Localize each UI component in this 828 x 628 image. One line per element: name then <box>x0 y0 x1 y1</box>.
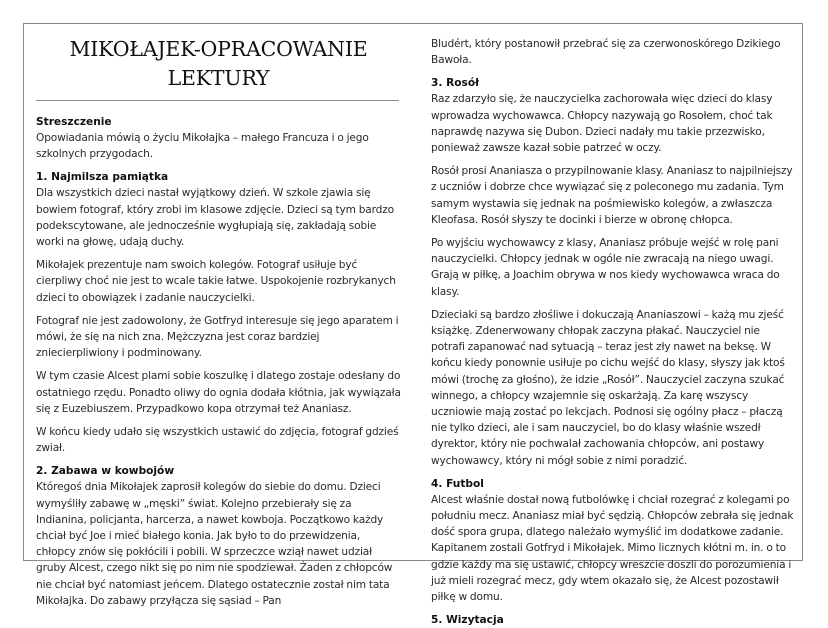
section-2 <box>36 463 401 609</box>
paragraph: W tym czasie Alcest plami sobie koszulkę i dlatego zostaje odesłany do ostatniego rzędu. Ponadto oliwy do ognia dodała kłótnia, jak wywiązała się z Euzebiuszem. Przypadkowo kopa otrzymał też Ananiasz. <box>36 370 401 415</box>
section-heading: 4. Futbol <box>431 477 484 490</box>
paragraph: Opowiadania mówią o życiu Mikołajka – małego Francuza i o jego szkolnych przygodach. <box>36 132 369 161</box>
document-page <box>23 23 803 627</box>
left-column <box>36 24 401 616</box>
paragraph: Raz zdarzyło się, że nauczycielka zachorowała więc dzieci do klasy wprowadza wychowawca. Chłopcy nazywają go Rosołem, choć tak naprawdę nazywa się Dubon. Dzieci nadały mu takie przezwisko, ponieważ zawsze kazał sobie patrzeć w oczy. <box>431 93 773 155</box>
paragraph: Dla wszystkich dzieci nastał wyjątkowy dzień. W szkole zjawia się bowiem fotograf, który zrobi im klasowe zdjęcie. Dzieci są tym bardzo podekscytowane, ale jednocześnie wygłupiają się, zakładają sobie worki na głowę, udają duchy. <box>36 187 394 249</box>
paragraph: Mikołajek prezentuje nam swoich kolegów. Fotograf usiłuje być cierpliwy choć nie jest to wcale takie łatwe. Uspokojenie rozbrykanych dzieci to obowiązek i zadanie nauczycielki. <box>36 259 396 304</box>
paragraph: Alcest właśnie dostał nową futbolówkę i chciał rozegrać z kolegami po południu mecz. Ananiasz miał być sędzią. Chłopców zebrała się jednak dość spora grupa, dlatego należało wymyślić im dodatkowe zadanie. Kapitanem zostali Gotfryd i Mikołajek. Mimo licznych kłótni m. in. o to gdzie każdy ma się ustawić, chłopcy wreszcie doszli do porozumienia i już mieli rozegrać mecz, gdy wtem okazało się, że Alcest pozostawił piłkę w domu. <box>431 493 794 604</box>
paragraph: Któregoś dnia Mikołajek zaprosił kolegów do siebie do domu. Dzieci wymyśliły zabawę w „męski” świat. Kolejno przebierały się za Indianina, policjanta, harcerza, a nawet kowboja. Początkowo każdy chciał być Joe i mieć białego konia. Jak było to do przewidzenia, chłopcy znów się pokłócili i pobili. W sprzeczce wziął nawet udział gruby Alcest, czego nikt się po nim nie spodziewał. Żaden z chłopców nie chciał być natomiast jeńcem. Dlatego ostatecznie został nim tata Mikołajka. Do zabawy przyłącza się sąsiad – Pan <box>36 481 393 607</box>
section-heading: 5. Wizytacja <box>431 614 504 627</box>
paragraph: Fotograf nie jest zadowolony, że Gotfryd interesuje się jego aparatem i mówi, że się na nich zna. Mężczyzna jest coraz bardziej zniecierpliwiony i podminowany. <box>36 314 399 360</box>
section-3 <box>431 75 796 468</box>
section-heading: 2. Zabawa w kowbojów <box>36 465 175 478</box>
section-heading: 1. Najmilsza pamiątka <box>36 171 169 184</box>
section-5 <box>431 612 796 628</box>
paragraph: Dzieciaki są bardzo złośliwe i dokuczają Ananiaszowi – każą mu zjeść książkę. Zdenerwowany chłopak zaczyna płakać. Nauczyciel nie potrafi zapanować nad sytuacją – teraz jest zły nawet na beksę. W końcu kiedy ponownie usiłuje po cichu wejść do klasy, słyszy jak ktoś mówi (trochę za głośno), że idzie „Rosół”. Nauczyciel zaczyna szukać winnego, a chłopcy wzajemnie się oskarżają. Za karę wszyscy uczniowie mają zostać po lekcjach. Podnosi się ogólny płacz – płaczą nie tylko dzieci, ale i sam nauczyciel, bo do klasy właśnie wszedł dyrektor, który nie pochwalał zachowania chłopców, ani postawy wychowawcy, który ni mógł sobie z nimi poradzić. <box>431 308 785 467</box>
section-1 <box>36 169 401 456</box>
document-title <box>36 35 401 93</box>
paragraph: Po wyjściu wychowawcy z klasy, Ananiasz próbuje wejść w rolę pani nauczycielki. Chłopcy jednak w ogóle nie zwracają na niego uwagi. Grają w piłkę, a Joachim obrywa w nos kiedy wychowawca wraca do klasy. <box>431 237 780 298</box>
section-summary <box>36 114 401 162</box>
title-line-1: MIKOŁAJEK-OPRACOWANIE <box>69 37 368 61</box>
title-line-2: LEKTURY <box>167 66 270 90</box>
paragraph: W końcu kiedy udało się wszystkich ustawić do zdjęcia, fotograf gdzieś zwiał. <box>36 426 399 455</box>
section-heading: 3. Rosół <box>431 77 480 90</box>
section-heading: Streszczenie <box>36 116 112 128</box>
title-divider <box>36 100 399 101</box>
paragraph: Bludért, który postanowił przebrać się za czerwonoskórego Dzikiego Bawoła. <box>431 38 781 67</box>
paragraph: Rosół prosi Ananiasza o przypilnowanie klasy. Ananiasz to najpilniejszy z uczniów i dobrze chce wywiązać się z poleconego mu zadania. Tym samym wystawia się jednak na pośmiewisko kolegów, a zwłaszcza Kleofasa. Rosół słyszy te docinki i bierze w obronę chłopca. <box>431 165 793 226</box>
section-2-continued <box>431 36 796 68</box>
right-column <box>431 24 796 628</box>
